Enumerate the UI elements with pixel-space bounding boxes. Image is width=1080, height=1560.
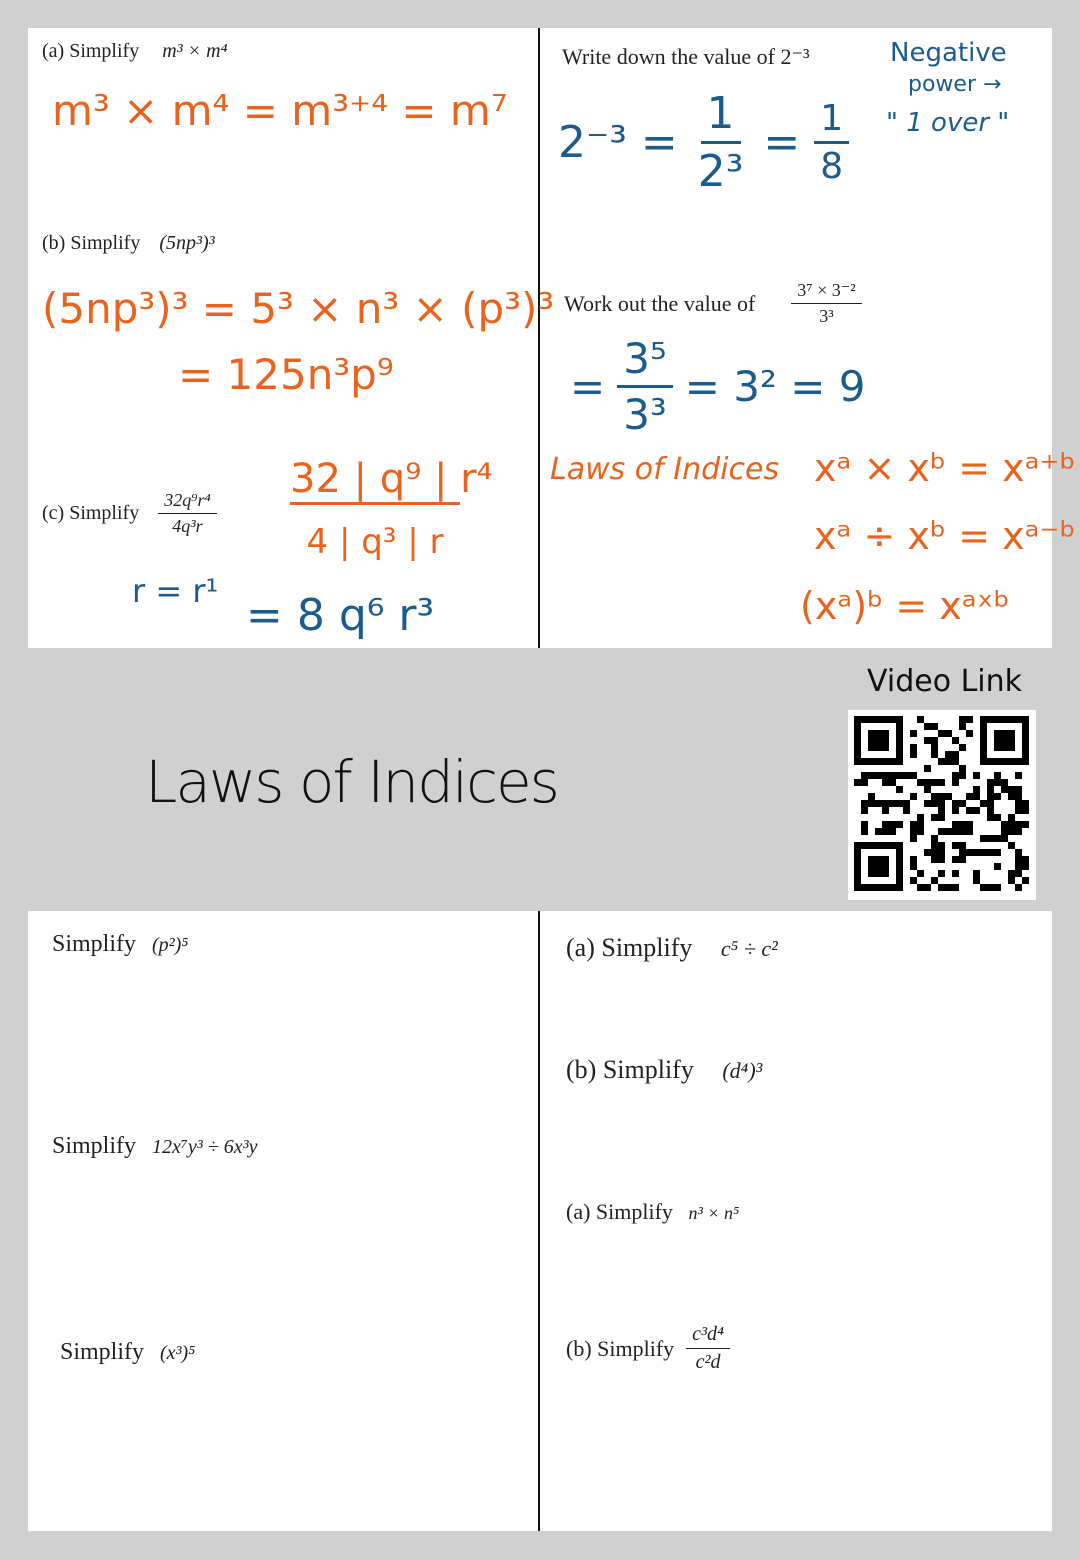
- working-numerator: 1: [701, 88, 741, 144]
- law-multiply: xᵃ × xᵇ = xᵃ⁺ᵇ: [814, 446, 1076, 490]
- handwritten-note-power: power →: [908, 72, 1002, 97]
- question-label: (b) Simplify: [566, 1335, 675, 1361]
- practice-question-n-multiply: [566, 1199, 739, 1225]
- video-qr-code[interactable]: [848, 710, 1036, 900]
- page-title: Laws of Indices: [145, 748, 558, 816]
- bottom-worksheet-panel: [28, 911, 1052, 1531]
- handwritten-working-b-line1: (5np³)³ = 5³ × n³ × (p³)³: [42, 284, 555, 333]
- fraction-numerator: 3⁷ × 3⁻²: [791, 280, 861, 304]
- question-expression: 2⁻³: [780, 44, 810, 69]
- working-denominator: 3³: [623, 390, 667, 439]
- question-c-simplify-fraction: [42, 490, 217, 537]
- handwritten-note-one-over: " 1 over ": [886, 108, 1010, 138]
- fraction-denominator: c²d: [695, 1351, 721, 1373]
- question-work-out-value: [564, 280, 862, 327]
- handwritten-fraction-denominator: 4 | q³ | r: [306, 522, 444, 562]
- question-expression: (p²)⁵: [152, 934, 189, 956]
- question-label: Work out the value of: [564, 290, 756, 316]
- working-equals: =: [570, 362, 606, 411]
- handwritten-working-value: [570, 334, 865, 439]
- fraction-numerator: 32q⁹r⁴: [158, 490, 217, 514]
- question-label: (a) Simplify: [566, 1199, 673, 1224]
- question-label: (a) Simplify: [42, 40, 140, 62]
- law-power: (xᵃ)ᵇ = xᵃˣᵇ: [800, 584, 1010, 628]
- question-label: (c) Simplify: [42, 502, 140, 524]
- working-equals: =: [763, 117, 801, 168]
- practice-question-d-power: [566, 1055, 762, 1085]
- question-label: (a) Simplify: [566, 933, 693, 962]
- question-expression: (d⁴)³: [722, 1058, 763, 1083]
- answer-denominator: 8: [820, 146, 844, 187]
- question-expression: n³ × n⁵: [688, 1203, 740, 1223]
- question-expression: (x³)⁵: [160, 1342, 196, 1364]
- question-expression: 12x⁷y³ ÷ 6x³y: [152, 1136, 258, 1158]
- fraction-denominator: 3³: [819, 306, 834, 326]
- question-label: Simplify: [52, 1133, 137, 1159]
- question-label: Simplify: [60, 1339, 145, 1365]
- question-expression: c⁵ ÷ c²: [720, 936, 778, 961]
- law-divide: xᵃ ÷ xᵇ = xᵃ⁻ᵇ: [814, 514, 1076, 558]
- question-b-simplify-5np: [42, 232, 215, 255]
- fraction-denominator: 4q³r: [172, 516, 203, 536]
- question-fraction: [158, 490, 217, 537]
- question-expression: m³ × m⁴: [162, 40, 228, 62]
- working-fraction: [692, 88, 750, 197]
- practice-question-p-squared: [52, 931, 188, 958]
- answer-numerator: 1: [814, 98, 849, 144]
- panel-divider: [538, 911, 540, 1531]
- panel-divider: [538, 28, 540, 648]
- handwritten-note-negative: Negative: [890, 38, 1007, 68]
- handwritten-answer-a: m³ × m⁴ = m³⁺⁴ = m⁷: [52, 86, 508, 135]
- question-a-simplify-m: [42, 40, 228, 63]
- handwritten-answer-c: = 8 q⁶ r³: [246, 590, 435, 641]
- question-label: (b) Simplify: [42, 232, 141, 254]
- working-fraction: [617, 334, 673, 439]
- question-label: Simplify: [52, 931, 137, 957]
- working-lhs: 2⁻³ =: [558, 117, 678, 168]
- question-label: (b) Simplify: [566, 1055, 694, 1084]
- question-value-of-2-neg3: [562, 44, 810, 70]
- practice-question-divide: [52, 1133, 257, 1160]
- practice-question-x-cubed: [60, 1339, 195, 1366]
- working-numerator: 3⁵: [617, 334, 673, 388]
- fraction-numerator: c³d⁴: [686, 1323, 730, 1349]
- working-denominator: 2³: [697, 146, 744, 197]
- practice-question-c-divide: [566, 933, 778, 963]
- working-result: = 3² = 9: [684, 362, 866, 411]
- working-answer-fraction: [814, 98, 849, 187]
- question-expression: (5np³)³: [159, 232, 215, 254]
- handwritten-working-2-neg3: [558, 88, 849, 197]
- question-label: Write down the value of: [562, 44, 775, 69]
- question-fraction: [686, 1323, 730, 1374]
- handwritten-fraction-numerator: 32 | q⁹ | r⁴: [290, 456, 460, 505]
- qr-code-icon: [848, 710, 1036, 900]
- handwritten-working-b-line2: = 125n³p⁹: [178, 350, 394, 399]
- practice-question-c-d-fraction: [566, 1323, 730, 1374]
- laws-of-indices-heading: Laws of Indices: [550, 452, 780, 487]
- question-fraction: [791, 280, 861, 327]
- top-worksheet-panel: [28, 28, 1076, 648]
- video-link-label[interactable]: Video Link: [867, 664, 1023, 699]
- handwritten-note-r-equals-r1: r = r¹: [132, 572, 219, 610]
